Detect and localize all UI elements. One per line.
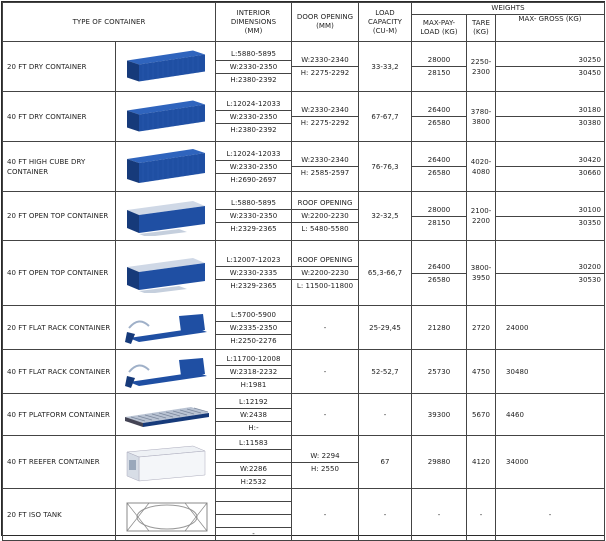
tare-value: - — [479, 510, 483, 519]
gross-cell — [496, 306, 605, 350]
container-image — [116, 394, 216, 436]
interior-value: L:5880-5895 — [216, 48, 291, 61]
interior-cell — [216, 42, 292, 92]
capacity-value: - — [383, 510, 387, 519]
capacity-cell — [359, 241, 412, 306]
container-image — [116, 192, 216, 241]
tare-cell — [467, 42, 496, 92]
door-value: W:2330-2340 — [292, 104, 358, 117]
gross-value: 30200 — [496, 261, 604, 274]
container-name: 20 FT OPEN TOP CONTAINER — [7, 212, 109, 220]
capacity-cell — [359, 42, 412, 92]
header-door: DOOR OPENING (MM) — [292, 3, 359, 42]
tare-cell — [467, 489, 496, 541]
door-value: H: 2585-2597 — [300, 169, 350, 177]
container-name: 40 FT FLAT RACK CONTAINER — [7, 367, 111, 376]
tare-cell — [467, 394, 496, 436]
gross-value: 30380 — [578, 119, 601, 127]
table-row — [3, 142, 605, 192]
door-value: W:2330-2340 — [292, 154, 358, 167]
interior-value: L:5880-5895 — [216, 197, 291, 210]
interior-value: L:11583 — [216, 437, 291, 450]
door-cell — [292, 192, 359, 241]
capacity-cell — [359, 92, 412, 142]
interior-cell — [216, 92, 292, 142]
tare-value: 2300 — [471, 67, 490, 76]
interior-value: H:2329-2365 — [230, 225, 277, 233]
interior-value: W:2286 — [216, 463, 291, 476]
payload-value: 28150 — [427, 69, 451, 77]
interior-cell — [216, 350, 292, 394]
payload-cell — [412, 241, 467, 306]
interior-cell — [216, 306, 292, 350]
interior-value: L:12024-12033 — [216, 98, 291, 111]
tare-cell — [467, 92, 496, 142]
gross-value: 4460 — [506, 410, 525, 419]
door-cell — [292, 306, 359, 350]
door-value: - — [323, 367, 327, 376]
door-value: - — [323, 323, 327, 332]
gross-value: 30660 — [578, 169, 601, 177]
tare-value: 2250- — [470, 57, 492, 66]
capacity-cell — [359, 142, 412, 192]
gross-cell — [496, 436, 605, 489]
tare-value: 4080 — [471, 167, 490, 176]
gross-cell — [496, 92, 605, 142]
payload-value: - — [437, 510, 441, 519]
header-max-gross: MAX- GROSS (KG) — [496, 15, 605, 42]
interior-value: H:1981 — [240, 380, 267, 389]
payload-cell — [412, 394, 467, 436]
payload-value: 26580 — [427, 119, 451, 127]
flat-rack-40ft-icon — [116, 352, 215, 392]
container-name-cell — [3, 306, 116, 350]
door-value: ROOF OPENING — [292, 254, 358, 267]
gross-cell — [496, 489, 605, 541]
door-value: - — [323, 410, 327, 419]
interior-value: W:2318-2232 — [216, 366, 291, 379]
tare-value: 4020- — [470, 157, 492, 166]
interior-value: H:2380-2392 — [230, 125, 277, 134]
gross-value: 30480 — [506, 367, 529, 376]
interior-value: L:11700-12008 — [216, 353, 291, 366]
door-cell — [292, 142, 359, 192]
container-table-frame — [1, 1, 605, 536]
gross-cell — [496, 42, 605, 92]
interior-value: H:2532 — [240, 477, 267, 486]
open-top-container-40ft-icon — [116, 253, 215, 293]
door-cell — [292, 92, 359, 142]
payload-value: 26400 — [412, 104, 466, 117]
door-cell — [292, 42, 359, 92]
interior-cell — [216, 241, 292, 306]
interior-value — [216, 515, 291, 528]
capacity-cell — [359, 489, 412, 541]
container-name-cell — [3, 192, 116, 241]
table-row — [3, 350, 605, 394]
container-name: 20 FT ISO TANK — [7, 510, 62, 519]
capacity-value: 52-52,7 — [371, 367, 399, 376]
payload-cell — [412, 436, 467, 489]
interior-value: H:- — [248, 423, 259, 432]
payload-value: 29880 — [427, 458, 451, 466]
reefer-container-icon — [116, 442, 215, 482]
door-value: H: 2550 — [310, 464, 339, 473]
door-cell — [292, 489, 359, 541]
payload-value: 26580 — [427, 169, 451, 177]
tare-value: 2100- — [470, 207, 492, 215]
payload-value: 26400 — [412, 261, 466, 274]
container-image — [116, 436, 216, 489]
table-row — [3, 436, 605, 489]
container-name: 40 FT HIGH CUBE DRY CONTAINER — [7, 157, 86, 176]
gross-value: 34000 — [506, 458, 529, 466]
gross-value: 30420 — [496, 154, 604, 167]
payload-cell — [412, 350, 467, 394]
interior-cell — [216, 436, 292, 489]
payload-value: 39300 — [427, 410, 451, 419]
capacity-cell — [359, 192, 412, 241]
tare-cell — [467, 306, 496, 350]
door-cell — [292, 394, 359, 436]
capacity-value: 67 — [380, 458, 390, 466]
door-cell — [292, 350, 359, 394]
gross-value: 30180 — [496, 104, 604, 117]
interior-cell — [216, 394, 292, 436]
tare-value: 5670 — [471, 410, 490, 419]
container-name-cell — [3, 436, 116, 489]
container-name: 40 FT REEFER CONTAINER — [7, 458, 100, 466]
capacity-value: 33-33,2 — [371, 62, 399, 71]
tare-value: 2200 — [471, 217, 490, 225]
capacity-value: 25-29,45 — [369, 323, 401, 332]
capacity-value: 76-76,3 — [371, 162, 399, 171]
table-row — [3, 241, 605, 306]
table-row — [3, 92, 605, 142]
door-value: W:2330-2340 — [292, 54, 358, 67]
high-cube-container-icon — [116, 147, 215, 187]
gross-cell — [496, 192, 605, 241]
table-row — [3, 192, 605, 241]
tare-value: 3800- — [470, 264, 492, 272]
container-name: 40 FT DRY CONTAINER — [7, 112, 87, 121]
door-value: H: 2275-2292 — [300, 69, 350, 77]
gross-value: - — [548, 510, 552, 519]
tare-cell — [467, 192, 496, 241]
tare-value: 2720 — [471, 323, 490, 332]
dry-container-20ft-icon — [116, 47, 215, 87]
tare-cell — [467, 350, 496, 394]
capacity-value: 65,3-66,7 — [367, 269, 403, 277]
container-image — [116, 489, 216, 541]
gross-value: 30450 — [578, 69, 601, 77]
container-name-cell — [3, 350, 116, 394]
interior-value: W:2335-2350 — [216, 322, 291, 335]
capacity-cell — [359, 306, 412, 350]
interior-value: W:2330-2335 — [216, 267, 291, 280]
payload-value: 28000 — [412, 204, 466, 217]
iso-tank-icon — [116, 495, 215, 535]
tare-value: 3950 — [471, 274, 490, 282]
tare-value: 3800 — [471, 117, 490, 126]
interior-cell — [216, 142, 292, 192]
interior-value: W:2330-2350 — [216, 210, 291, 223]
payload-cell — [412, 142, 467, 192]
door-cell — [292, 241, 359, 306]
container-image — [116, 92, 216, 142]
interior-value: H:2250-2276 — [230, 336, 277, 345]
payload-value: 25730 — [427, 367, 451, 376]
container-image — [116, 306, 216, 350]
interior-value: W:2330-2350 — [216, 111, 291, 124]
payload-cell — [412, 489, 467, 541]
container-name-cell — [3, 92, 116, 142]
door-value: L: 5480-5580 — [301, 225, 349, 233]
container-name: 40 FT PLATFORM CONTAINER — [7, 410, 110, 419]
door-value: - — [323, 510, 327, 519]
interior-value — [216, 502, 291, 515]
gross-value: 30350 — [578, 218, 601, 227]
header-tare: TARE (KG) — [467, 15, 496, 42]
capacity-cell — [359, 436, 412, 489]
container-name-cell — [3, 42, 116, 92]
payload-value: 26580 — [427, 275, 451, 284]
payload-value: 21280 — [427, 323, 451, 332]
capacity-value: 67-67,7 — [371, 112, 399, 121]
container-name-cell — [3, 142, 116, 192]
door-value: ROOF OPENING — [292, 197, 358, 210]
container-specs-table — [2, 2, 605, 541]
payload-value: 28000 — [412, 54, 466, 67]
payload-cell — [412, 92, 467, 142]
interior-value: W:2438 — [216, 409, 291, 422]
door-value: W: 2294 — [292, 450, 358, 463]
gross-value: 24000 — [506, 323, 529, 332]
container-name-cell — [3, 241, 116, 306]
tare-cell — [467, 142, 496, 192]
tare-value: 3780- — [470, 107, 492, 116]
interior-value: L:12007-12023 — [216, 254, 291, 267]
interior-cell — [216, 489, 292, 541]
gross-cell — [496, 394, 605, 436]
door-value: W:2200-2230 — [292, 267, 358, 280]
container-name-cell — [3, 394, 116, 436]
container-image — [116, 42, 216, 92]
payload-value: 28150 — [427, 218, 451, 227]
table-row — [3, 394, 605, 436]
tare-cell — [467, 241, 496, 306]
interior-value: H:2690-2697 — [230, 175, 277, 184]
container-image — [116, 142, 216, 192]
container-name: 40 FT OPEN TOP CONTAINER — [7, 269, 109, 277]
gross-cell — [496, 350, 605, 394]
interior-value: - — [252, 530, 255, 538]
interior-cell — [216, 192, 292, 241]
container-name: 20 FT FLAT RACK CONTAINER — [7, 323, 111, 332]
door-value: H: 2275-2292 — [300, 119, 350, 127]
capacity-cell — [359, 394, 412, 436]
capacity-value: 32-32,5 — [371, 212, 399, 220]
table-row — [3, 489, 605, 541]
container-image — [116, 350, 216, 394]
platform-container-icon — [116, 395, 215, 435]
container-name: 20 FT DRY CONTAINER — [7, 62, 87, 71]
interior-value — [216, 450, 291, 463]
gross-value: 30250 — [496, 54, 604, 67]
interior-value: W:2330-2350 — [216, 61, 291, 74]
header-load: LOAD CAPACITY (CU-M) — [359, 3, 412, 42]
flat-rack-20ft-icon — [116, 308, 215, 348]
container-image — [116, 241, 216, 306]
interior-value: L:12024-12033 — [216, 148, 291, 161]
tare-cell — [467, 436, 496, 489]
container-name-cell — [3, 489, 116, 541]
interior-value: L:12192 — [216, 396, 291, 409]
capacity-value: - — [383, 410, 387, 419]
capacity-cell — [359, 350, 412, 394]
door-value: L: 11500-11800 — [296, 282, 354, 290]
door-cell — [292, 436, 359, 489]
interior-value: L:5700-5900 — [216, 309, 291, 322]
tare-value: 4120 — [471, 458, 490, 466]
table-row — [3, 42, 605, 92]
open-top-container-20ft-icon — [116, 196, 215, 236]
payload-cell — [412, 306, 467, 350]
gross-value: 30100 — [496, 204, 604, 217]
interior-value: W:2330-2350 — [216, 161, 291, 174]
interior-value: H:2380-2392 — [230, 75, 277, 84]
gross-value: 30530 — [578, 275, 601, 284]
payload-cell — [412, 192, 467, 241]
gross-cell — [496, 142, 605, 192]
header-interior: INTERIOR DIMENSIONS (MM) — [216, 3, 292, 42]
gross-cell — [496, 241, 605, 306]
payload-cell — [412, 42, 467, 92]
interior-value — [216, 489, 291, 502]
table-row — [3, 306, 605, 350]
header-type: TYPE OF CONTAINER — [3, 3, 216, 42]
payload-value: 26400 — [412, 154, 466, 167]
dry-container-40ft-icon — [116, 97, 215, 137]
header-max-payload: MAX-PAY- LOAD (KG) — [412, 15, 467, 42]
tare-value: 4750 — [471, 367, 490, 376]
door-value: W:2200-2230 — [292, 210, 358, 223]
interior-value: H:2329-2365 — [230, 282, 277, 290]
header-weights: WEIGHTS — [412, 3, 605, 15]
